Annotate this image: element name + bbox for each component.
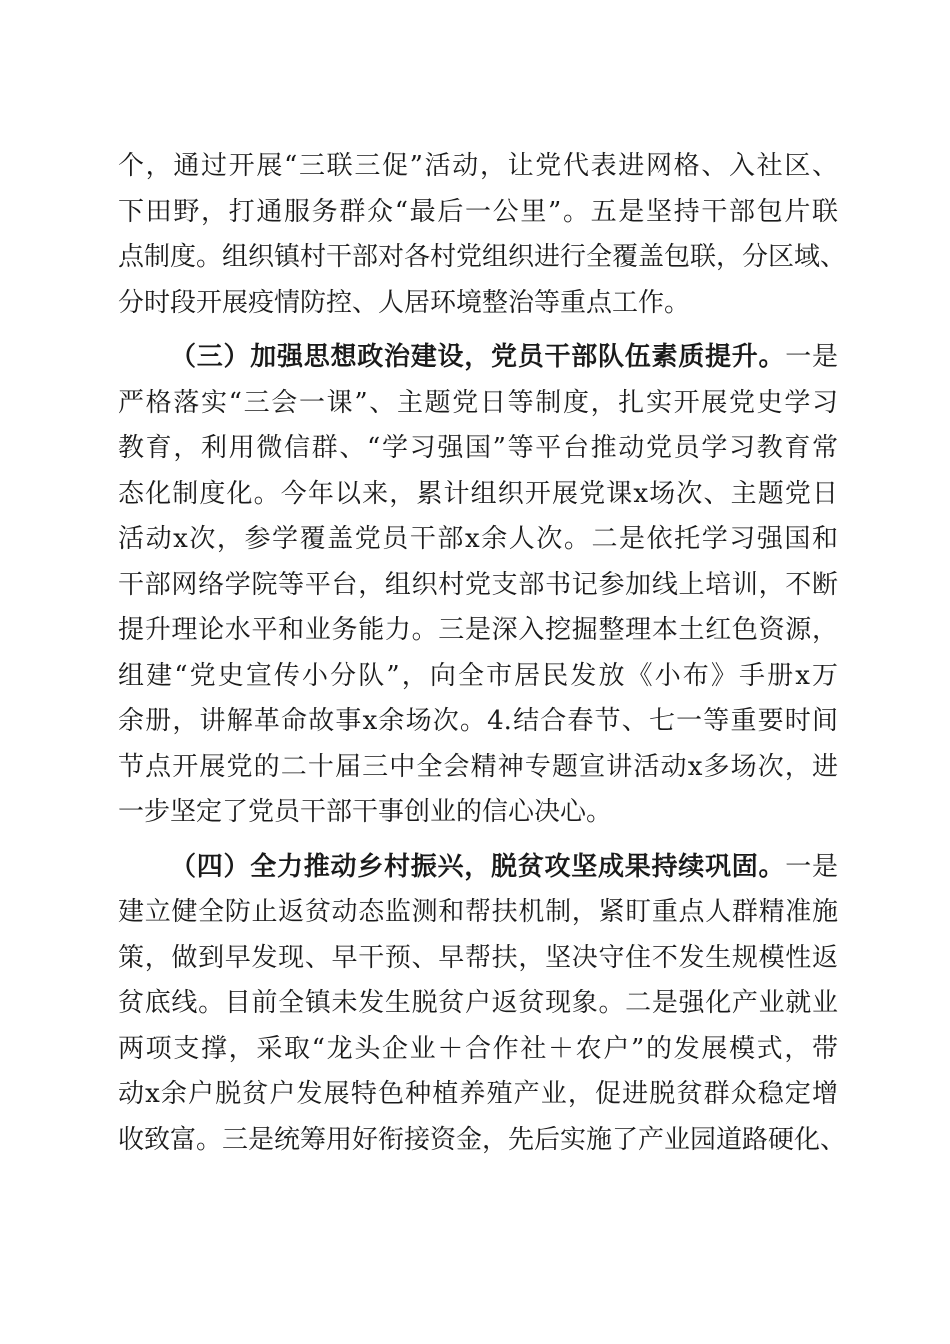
text-line: 点制度。组织镇村干部对各村党组织进行全覆盖包联，分区域、 (118, 242, 847, 272)
text-line: 教育，利用微信群、“学习强国”等平台推动党员学习教育常 (118, 433, 838, 463)
text-line: 严格落实“三会一课”、主题党日等制度，扎实开展党史学习 (118, 387, 838, 418)
text-line: 策，做到早发现、早干预、早帮扶，坚决守住不发生规模性返 (118, 942, 838, 973)
text-line (118, 845, 838, 891)
text-line: 两项支撑，采取“龙头企业＋合作社＋农户”的发展模式，带 (118, 1033, 838, 1064)
text-line (118, 335, 838, 381)
text-line: 建立健全防止返贫动态监测和帮扶机制，紧盯重点人群精准施 (118, 897, 838, 927)
text-line: 动x余户脱贫户发展特色种植养殖产业，促进脱贫群众稳定增 (118, 1079, 838, 1109)
document-body (118, 144, 847, 1163)
section-heading: （三）加强思想政治建设，党员干部队伍素质提升。 (170, 342, 786, 372)
text-line: 一步坚定了党员干部干事创业的信心决心。 (118, 797, 613, 827)
text-run: 一是 (785, 342, 838, 372)
text-line: 活动x次，参学覆盖党员干部x余人次。二是依托学习强国和 (118, 524, 838, 554)
paragraph (118, 144, 847, 326)
text-line: 干部网络学院等平台，组织村党支部书记参加线上培训，不断 (118, 569, 838, 600)
text-line: 节点开展党的二十届三中全会精神专题宣讲活动x多场次，进 (118, 751, 838, 782)
text-line: 态化制度化。今年以来，累计组织开展党课x场次、主题党日 (118, 478, 838, 509)
paragraph (118, 335, 838, 836)
text-line: 余册，讲解革命故事x余场次。4.结合春节、七一等重要时间 (118, 706, 838, 736)
text-line: 组建“党史宣传小分队”，向全市居民发放《小布》手册x万 (118, 660, 838, 691)
text-line: 收致富。三是统筹用好衔接资金，先后实施了产业园道路硬化、 (118, 1124, 847, 1155)
section-heading: （四）全力推动乡村振兴，脱贫攻坚成果持续巩固。 (170, 851, 786, 882)
text-line: 下田野，打通服务群众“最后一公里”。五是坚持干部包片联 (118, 196, 838, 227)
text-run: 一是 (785, 851, 838, 882)
text-line: 分时段开展疫情防控、人居环境整治等重点工作。 (118, 287, 691, 318)
paragraph (118, 845, 847, 1164)
text-line: 贫底线。目前全镇未发生脱贫户返贫现象。二是强化产业就业 (118, 988, 838, 1018)
text-line: 个，通过开展“三联三促”活动，让党代表进网格、入社区、 (118, 151, 838, 181)
text-line: 提升理论水平和业务能力。三是深入挖掘整理本土红色资源， (118, 615, 838, 645)
